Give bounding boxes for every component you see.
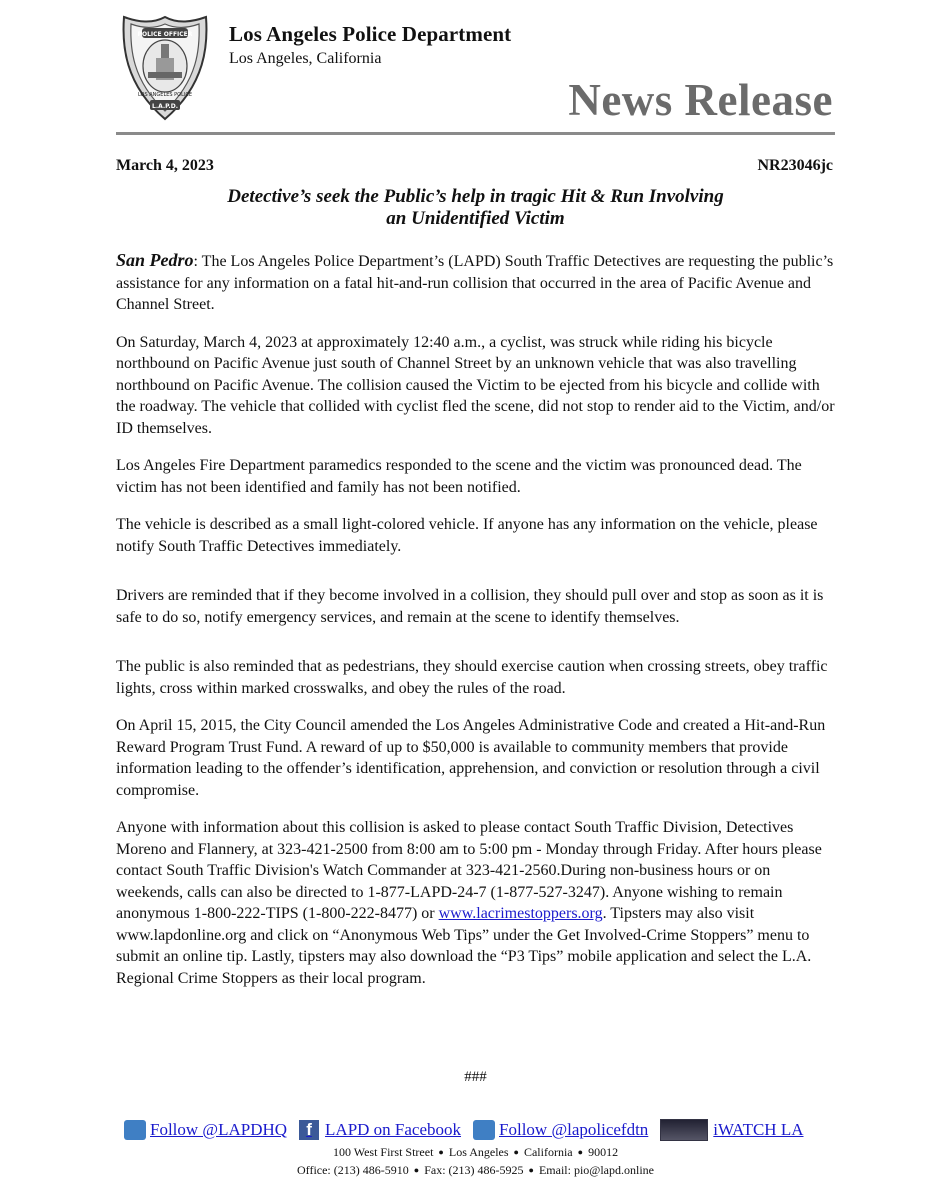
org-name: Los Angeles Police Department	[229, 22, 512, 46]
header-divider	[116, 132, 835, 135]
iwatch-link[interactable]	[660, 1119, 803, 1141]
contact-line	[0, 1163, 951, 1178]
fax-number: Fax: (213) 486-5925	[424, 1163, 524, 1177]
paragraph-1	[116, 250, 840, 316]
paragraph-1-text: : The Los Angeles Police Department’s (LAPD) South Traffic Detectives are requesting the public’s assistance for any information on a fatal hit-and-run collision that occurred in the area of Pacific Avenue and Channel Street.	[116, 253, 834, 313]
paragraph-8-text-a: Anyone with information about this collision is asked to please contact South Traffic Division, Detectives Moreno and Flannery, at 323-421-2500 from 8:00 am to 5:00 pm - Monday through Friday. After hours please contact South Traffic Division's Watch Commander at 323-421-2560.During non-business hours or on weekends, calls can also be directed to 1-877-LAPD-24-7 (1-877-527-3247). Anyone wishing to remain anonymous 1-800-222-TIPS (1-800-222-8477) or	[116, 819, 822, 922]
badge-bottom-text: L.A.P.D.	[152, 103, 178, 110]
org-city: Los Angeles, California	[229, 50, 382, 67]
office-phone: Office: (213) 486-5910	[297, 1163, 409, 1177]
address-line	[0, 1145, 951, 1160]
facebook-link[interactable]	[299, 1120, 461, 1140]
paragraph-6: The public is also reminded that as pedestrians, they should exercise caution when crossing streets, obey traffic lights, cross within marked crosswalks, and obey the rules of the road.	[116, 658, 828, 697]
crimestoppers-link[interactable]: www.lacrimestoppers.org	[438, 905, 603, 922]
email-address: Email: pio@lapd.online	[538, 1163, 654, 1177]
paragraph-8	[116, 817, 840, 989]
iwatch-logo-icon	[660, 1119, 708, 1141]
badge-mid-text: LOS ANGELES POLICE	[137, 92, 193, 98]
twitter-foundation-link[interactable]	[473, 1120, 648, 1140]
twitter-lapdhq-link[interactable]	[124, 1120, 287, 1140]
paragraph-4: The vehicle is described as a small light-colored vehicle. If anyone has any information on the vehicle, please notify South Traffic Detectives immediately.	[116, 516, 818, 555]
bullet-separator: ●	[413, 1165, 420, 1175]
paragraph-7: On April 15, 2015, the City Council amended the Los Angeles Administrative Code and created a Hit-and-Run Reward Program Trust Fund. A reward of up to $50,000 is available to community members that provide information leading to the offender’s identification, apprehension, and conviction or resolution through a civil compromise.	[116, 717, 826, 799]
twitter-icon	[124, 1120, 146, 1140]
news-release-title: News Release	[568, 75, 833, 125]
paragraph-5: Drivers are reminded that if they become involved in a collision, they should pull over and stop as soon as it is safe to do so, notify emergency services, and remain at the scene to identify themselves.	[116, 587, 824, 626]
badge-top-text: POLICE OFFICER	[137, 31, 193, 38]
facebook-icon: f	[299, 1120, 319, 1140]
address-state: California	[523, 1145, 573, 1159]
bullet-separator: ●	[438, 1147, 444, 1157]
end-mark: ###	[464, 1069, 487, 1085]
twitter-lapdhq-label: Follow @LAPDHQ	[150, 1120, 288, 1139]
social-links	[124, 1119, 816, 1141]
headline-line-1: Detective’s seek the Public’s help in tragic Hit & Run Involving	[227, 186, 724, 207]
bullet-separator: ●	[513, 1147, 519, 1157]
headline	[116, 186, 835, 230]
twitter-foundation-label: Follow @lapolicefdtn	[499, 1120, 649, 1139]
bullet-separator: ●	[577, 1147, 584, 1157]
address-zip: 90012	[588, 1145, 619, 1159]
facebook-label: LAPD on Facebook	[325, 1120, 462, 1139]
lapd-badge-logo	[120, 14, 210, 122]
iwatch-label: iWATCH LA	[713, 1120, 804, 1139]
paragraph-2: On Saturday, March 4, 2023 at approximately 12:40 a.m., a cyclist, was struck while riding his bicycle northbound on Pacific Avenue just south of Channel Street by an unknown vehicle that was also travelling northbound on Pacific Avenue. The collision caused the Victim to be ejected from his bicycle and collide with the roadway. The vehicle that collided with cyclist fled the scene, did not stop to render aid to the Victim, and/or ID themselves.	[116, 333, 835, 437]
twitter-icon	[473, 1120, 495, 1140]
release-number: NR23046jc	[757, 157, 833, 174]
headline-line-2: an Unidentified Victim	[386, 208, 565, 229]
paragraph-8-text-b: . Tipsters may also visit www.lapdonline.org and click on “Anonymous Web Tips” under the Get Involved-Crime Stoppers” menu to submit an online tip. Lastly, tipsters may also download the “P3 Tips” mobile application and select the L.A. Regional Crime Stoppers as their local program.	[116, 905, 812, 987]
paragraph-3: Los Angeles Fire Department paramedics responded to the scene and the victim was pronounced dead. The victim has not been identified and family has not been notified.	[116, 457, 802, 496]
bullet-separator: ●	[528, 1165, 534, 1175]
location-dateline: San Pedro	[116, 250, 194, 270]
address-city: Los Angeles	[448, 1145, 509, 1159]
article-body	[116, 250, 840, 1005]
release-date: March 4, 2023	[116, 157, 214, 174]
address-street: 100 West First Street	[332, 1145, 434, 1159]
